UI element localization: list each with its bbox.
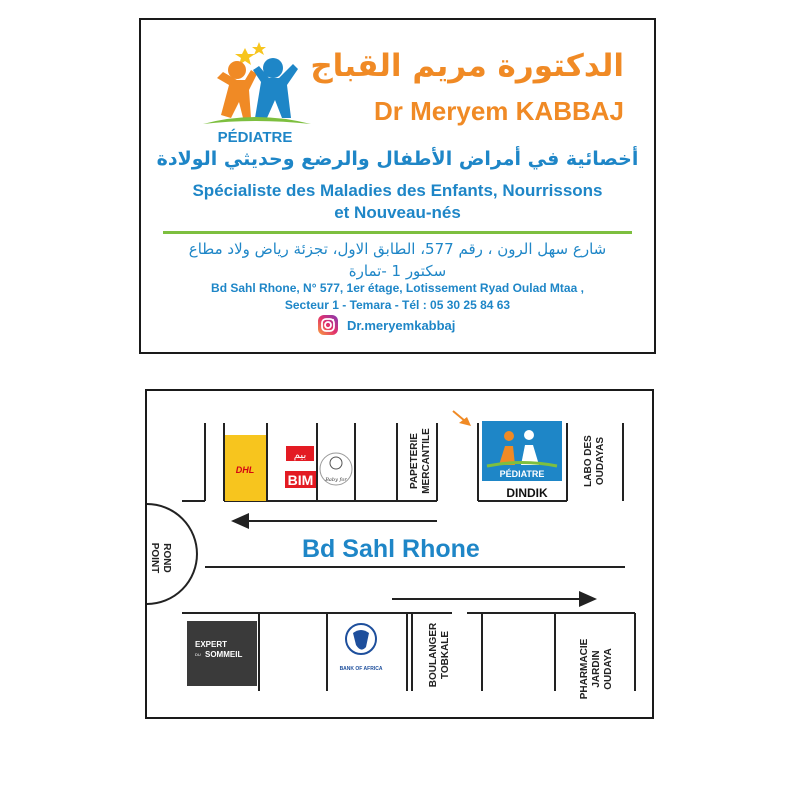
pointer-arrow-icon xyxy=(453,411,471,426)
svg-text:BANK OF AFRICA: BANK OF AFRICA xyxy=(339,666,383,672)
address-arabic xyxy=(141,238,654,282)
svg-text:Baby for: Baby for xyxy=(325,477,347,483)
address-line1: Bd Sahl Rhone, N° 577, 1er étage, Lotissement Ryad Oulad Mtaa , xyxy=(211,281,584,295)
specialty-line1: Spécialiste des Maladies des Enfants, Nourrissons xyxy=(192,181,603,200)
bim-arabic: بيم xyxy=(293,450,307,461)
svg-text:PÉDIATRE: PÉDIATRE xyxy=(499,469,545,479)
pediatre-logo xyxy=(193,40,318,148)
specialty-line2: et Nouveau-nés xyxy=(334,203,461,222)
instagram-icon xyxy=(317,314,339,336)
location-map xyxy=(145,389,654,719)
instagram-handle[interactable] xyxy=(317,314,455,336)
labo-oudayas-label: LABO DES OUDAYAS xyxy=(583,435,606,487)
divider xyxy=(163,231,632,234)
svg-text:DU: DU xyxy=(195,652,201,657)
specialty xyxy=(161,180,634,224)
logo-text: PÉDIATRE xyxy=(217,129,293,146)
svg-text:SOMMEIL: SOMMEIL xyxy=(205,650,243,659)
dhl-logo: DHL xyxy=(235,465,255,475)
instagram-label: Dr.meryemkabbaj xyxy=(347,317,456,333)
specialty-arabic: أخصائية في أمراض الأطفال والرضع وحديثي الولادة xyxy=(156,148,639,170)
rond-point-label: ROND POINT xyxy=(149,542,172,574)
arrow-right-icon xyxy=(392,591,597,607)
doctor-name-arabic: الدكتورة مريم القباج xyxy=(310,48,624,84)
svg-text:EXPERT: EXPERT xyxy=(195,640,228,649)
boulanger-label: BOULANGER TOBKALE xyxy=(428,622,451,688)
address-arabic-line2: سكتور 1 -تمارة xyxy=(348,262,447,280)
arrow-left-icon xyxy=(231,513,437,529)
address-arabic-line1: شارع سهل الرون ، رقم 577، الطابق الاول، تجزئة رياض ولاد مطاع xyxy=(188,240,607,258)
address-line2: Secteur 1 - Temara - Tél : 05 30 25 84 63 xyxy=(284,298,511,312)
bim-logo: BIM xyxy=(287,472,314,488)
pharmacie-label: PHARMACIE JARDIN OUDAYA xyxy=(579,638,614,700)
address xyxy=(141,280,654,314)
papeterie-label: PAPETERIE MERCANTILE xyxy=(409,428,432,494)
doctor-name: Dr Meryem KABBAJ xyxy=(374,96,624,126)
business-card xyxy=(139,18,656,354)
dindik-label: DINDIK xyxy=(506,486,548,500)
street-name: Bd Sahl Rhone xyxy=(302,535,480,563)
